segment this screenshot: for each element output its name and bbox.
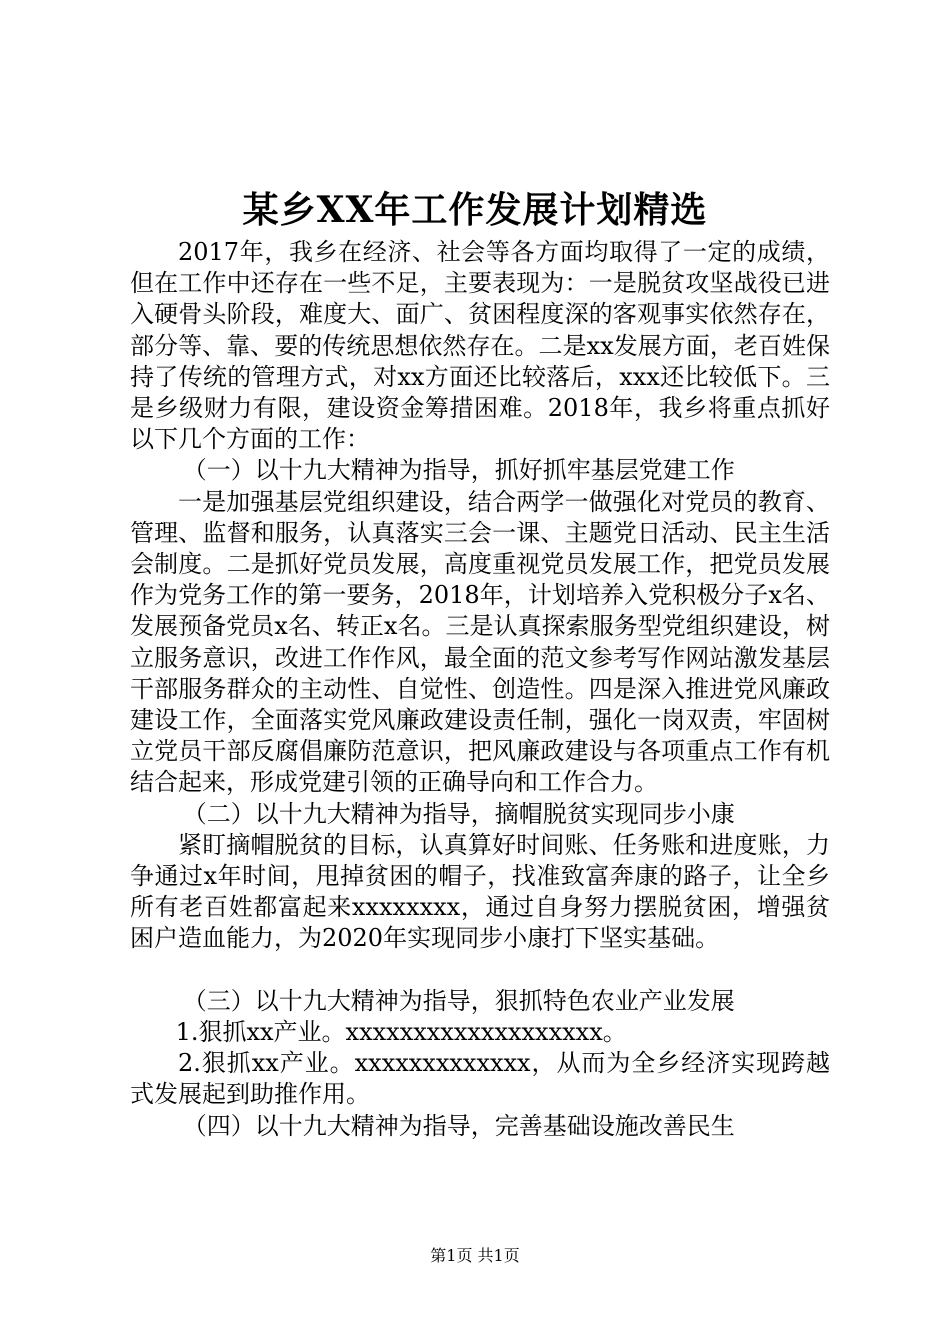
page-number-footer: 第1页 共1页 [430, 1246, 520, 1265]
paragraph-poverty: 紧盯摘帽脱贫的目标，认真算好时间账、任务账和进度账，力争通过x年时间，甩掉贫困的帽子，找准致富奔康的路子，让全乡所有老百姓都富起来xxxxxxxx，通过自身努力摆脱贫困，增强贫困户造血能力，为2020年实现同步小康打下坚实基础。 [130, 830, 830, 953]
section-heading-4: （四）以十九大精神为指导，完善基础设施改善民生 [182, 1111, 735, 1140]
paragraph-party-building: 一是加强基层党组织建设，结合两学一做强化对党员的教育、管理、监督和服务，认真落实三会一课、主题党日活动、民主生活会制度。二是抓好党员发展，高度重视党员发展工作，把党员发展作为党务工作的第一要务，2018年，计划培养入党积极分子x名、发展预备党员x名、转正x名。三是认真探索服务型党组织建设，树立服务意识，改进工作作风，最全面的范文参考写作网站激发基层干部服务群众的主动性、自觉性、创造性。四是深入推进党风廉政建设工作，全面落实党风廉政建设责任制，强化一岗双责，牢固树立党员干部反腐倡廉防范意识，把风廉政建设与各项重点工作有机结合起来，形成党建引领的正确导向和工作合力。 [130, 487, 830, 797]
document-title: 某乡XX年工作发展计划精选 [242, 189, 708, 231]
section-heading-2: （二）以十九大精神为指导，摘帽脱贫实现同步小康 [182, 799, 735, 828]
paragraph-intro: 2017年，我乡在经济、社会等各方面均取得了一定的成绩，但在工作中还存在一些不足，主要表现为：一是脱贫攻坚战役已进入硬骨头阶段，难度大、面广、贫困程度深的客观事实依然存在，部分等、靠、要的传统思想依然存在。二是xx发展方面，老百姓保持了传统的管理方式，对xx方面还比较落后，xxx还比较低下。三是乡级财力有限，建设资金筹措困难。2018年，我乡将重点抓好以下几个方面的工作： [130, 238, 830, 454]
list-item-industry-1: 1.狠抓xx产业。xxxxxxxxxxxxxxxxxxx。 [175, 1018, 627, 1047]
section-heading-3: （三）以十九大精神为指导，狠抓特色农业产业发展 [182, 986, 735, 1015]
document-body [130, 237, 830, 1142]
section-heading-1: （一）以十九大精神为指导，抓好抓牢基层党建工作 [182, 456, 735, 485]
list-item-industry-2: 2.狠抓xx产业。xxxxxxxxxxxxx，从而为全乡经济实现跨越式发展起到助推作用。 [130, 1049, 830, 1109]
